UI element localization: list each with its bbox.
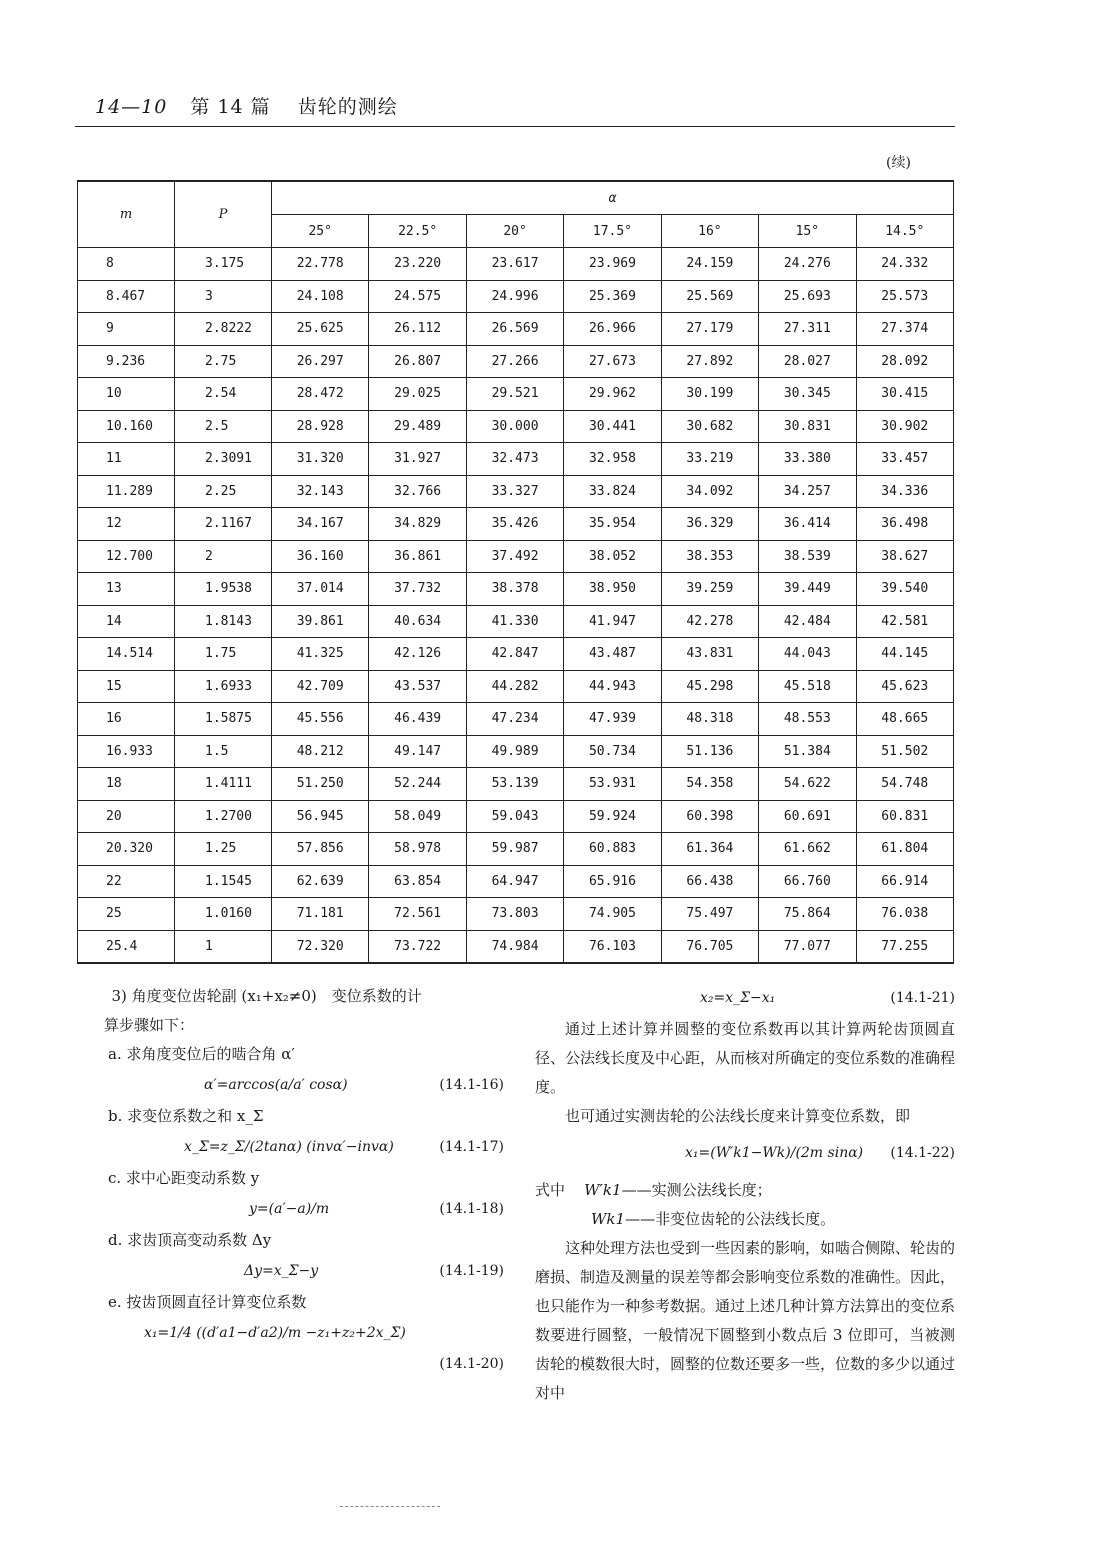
cell-value: 72.561 (369, 898, 466, 931)
table-row (78, 540, 954, 573)
cell-value: 76.103 (564, 930, 661, 963)
equation-20 (104, 1319, 504, 1348)
cell-value: 47.939 (564, 703, 661, 736)
equation-22-number: (14.1-22) (890, 1145, 955, 1161)
page-number: 14—10 (95, 96, 168, 118)
cell-value: 30.902 (856, 410, 953, 443)
cell-value: 44.282 (466, 670, 563, 703)
cell-value: 28.472 (272, 378, 369, 411)
cell-p: 1 (175, 930, 272, 963)
cell-value: 59.043 (466, 800, 563, 833)
cell-value: 26.297 (272, 345, 369, 378)
cell-value: 76.038 (856, 898, 953, 931)
cell-value: 74.984 (466, 930, 563, 963)
cell-value: 28.928 (272, 410, 369, 443)
cell-value: 48.212 (272, 735, 369, 768)
table-row (78, 930, 954, 963)
cell-value: 49.147 (369, 735, 466, 768)
cell-value: 26.569 (466, 313, 563, 346)
cell-value: 38.052 (564, 540, 661, 573)
cell-value: 25.625 (272, 313, 369, 346)
cell-value: 38.378 (466, 573, 563, 606)
cell-value: 57.856 (272, 833, 369, 866)
col-header-alpha: α (272, 181, 954, 215)
step-e: e. 按齿顶圆直径计算变位系数 (108, 1293, 307, 1311)
table-row (78, 248, 954, 281)
equation-22 (535, 1139, 955, 1168)
cell-value: 34.257 (759, 475, 856, 508)
cell-value: 61.364 (661, 833, 758, 866)
cell-value: 42.484 (759, 605, 856, 638)
cell-value: 76.705 (661, 930, 758, 963)
cell-p: 1.8143 (175, 605, 272, 638)
cell-value: 25.369 (564, 280, 661, 313)
equation-19-number: (14.1-19) (439, 1263, 504, 1279)
cell-value: 29.489 (369, 410, 466, 443)
cell-m: 9 (78, 313, 175, 346)
cell-value: 43.537 (369, 670, 466, 703)
cell-value: 39.449 (759, 573, 856, 606)
left-column (104, 982, 504, 1381)
cell-value: 32.473 (466, 443, 563, 476)
cell-value: 24.276 (759, 248, 856, 281)
angle-header: 22.5° (369, 215, 466, 248)
cell-value: 23.969 (564, 248, 661, 281)
cell-value: 51.502 (856, 735, 953, 768)
table-row (78, 865, 954, 898)
cell-value: 75.864 (759, 898, 856, 931)
cell-value: 45.556 (272, 703, 369, 736)
table-row (78, 313, 954, 346)
cell-m: 12.700 (78, 540, 175, 573)
where-label: 式中 (535, 1181, 566, 1199)
step-b: b. 求变位系数之和 x_Σ (108, 1107, 264, 1125)
continued-label: (续) (886, 155, 911, 171)
cell-value: 45.298 (661, 670, 758, 703)
cell-value: 42.847 (466, 638, 563, 671)
cell-value: 74.905 (564, 898, 661, 931)
definition-1-symbol: W′k1 (584, 1181, 622, 1199)
cell-value: 64.947 (466, 865, 563, 898)
cell-value: 49.989 (466, 735, 563, 768)
cell-value: 36.861 (369, 540, 466, 573)
cell-value: 26.112 (369, 313, 466, 346)
cell-value: 77.077 (759, 930, 856, 963)
cell-value: 41.947 (564, 605, 661, 638)
cell-value: 23.220 (369, 248, 466, 281)
cell-p: 1.6933 (175, 670, 272, 703)
cell-value: 29.025 (369, 378, 466, 411)
cell-value: 77.255 (856, 930, 953, 963)
cell-value: 39.861 (272, 605, 369, 638)
cell-value: 34.829 (369, 508, 466, 541)
cell-value: 41.330 (466, 605, 563, 638)
cell-value: 30.415 (856, 378, 953, 411)
cell-value: 30.682 (661, 410, 758, 443)
step-c: c. 求中心距变动系数 y (108, 1169, 260, 1187)
cell-value: 47.234 (466, 703, 563, 736)
cell-p: 1.75 (175, 638, 272, 671)
cell-value: 59.987 (466, 833, 563, 866)
cell-p: 3 (175, 280, 272, 313)
equation-22-formula: x₁=(W′k1−Wk)/(2m sinα) (685, 1145, 864, 1161)
cell-value: 40.634 (369, 605, 466, 638)
equation-20-formula: x₁=1/4 ((d′a1−d′a2)/m −z₁+z₂+2x_Σ) (144, 1325, 406, 1341)
cell-value: 25.693 (759, 280, 856, 313)
part-label: 第 14 篇 (190, 96, 271, 118)
cell-value: 73.803 (466, 898, 563, 931)
angle-header: 16° (661, 215, 758, 248)
cell-m: 25 (78, 898, 175, 931)
cell-value: 33.380 (759, 443, 856, 476)
col-header-p: P (175, 181, 272, 248)
cell-value: 59.924 (564, 800, 661, 833)
equation-17-formula: x_Σ=z_Σ/(2tanα) (invα′−invα) (184, 1139, 394, 1155)
definition-2-text: ——非变位齿轮的公法线长度。 (625, 1210, 836, 1228)
cell-value: 42.581 (856, 605, 953, 638)
cell-p: 2.54 (175, 378, 272, 411)
col-header-m: m (78, 181, 175, 248)
cell-p: 1.25 (175, 833, 272, 866)
cell-value: 60.398 (661, 800, 758, 833)
equation-21-formula: x₂=x_Σ−x₁ (700, 990, 776, 1006)
cell-p: 2.5 (175, 410, 272, 443)
cell-value: 37.492 (466, 540, 563, 573)
step-a: a. 求角度变位后的啮合角 α′ (108, 1045, 295, 1063)
cell-m: 8 (78, 248, 175, 281)
cell-value: 25.569 (661, 280, 758, 313)
equation-21 (535, 984, 955, 1013)
table-row (78, 475, 954, 508)
table-row (78, 573, 954, 606)
cell-m: 13 (78, 573, 175, 606)
cell-p: 3.175 (175, 248, 272, 281)
cell-value: 63.854 (369, 865, 466, 898)
definition-2-symbol: Wk1 (591, 1210, 626, 1228)
table-row (78, 508, 954, 541)
cell-value: 60.831 (856, 800, 953, 833)
cell-value: 42.709 (272, 670, 369, 703)
cell-value: 37.014 (272, 573, 369, 606)
cell-value: 44.943 (564, 670, 661, 703)
equation-17 (104, 1133, 504, 1162)
cell-m: 14 (78, 605, 175, 638)
cell-value: 29.962 (564, 378, 661, 411)
cell-value: 43.487 (564, 638, 661, 671)
cell-value: 62.639 (272, 865, 369, 898)
equation-19 (104, 1257, 504, 1286)
cell-p: 2.3091 (175, 443, 272, 476)
cell-m: 10.160 (78, 410, 175, 443)
equation-18 (104, 1195, 504, 1224)
cell-m: 8.467 (78, 280, 175, 313)
cell-m: 25.4 (78, 930, 175, 963)
cell-value: 24.108 (272, 280, 369, 313)
cell-value: 51.136 (661, 735, 758, 768)
cell-value: 43.831 (661, 638, 758, 671)
cell-m: 15 (78, 670, 175, 703)
footer-mark (340, 1506, 440, 1508)
cell-value: 42.278 (661, 605, 758, 638)
cell-value: 60.883 (564, 833, 661, 866)
cell-value: 27.673 (564, 345, 661, 378)
cell-value: 58.049 (369, 800, 466, 833)
cell-value: 27.892 (661, 345, 758, 378)
cell-p: 1.4111 (175, 768, 272, 801)
cell-value: 48.665 (856, 703, 953, 736)
cell-value: 31.320 (272, 443, 369, 476)
table-row (78, 703, 954, 736)
definition-1 (535, 1176, 955, 1205)
cell-value: 38.950 (564, 573, 661, 606)
angle-header: 17.5° (564, 215, 661, 248)
cell-value: 66.438 (661, 865, 758, 898)
cell-value: 39.259 (661, 573, 758, 606)
cell-value: 33.327 (466, 475, 563, 508)
cell-m: 11 (78, 443, 175, 476)
cell-value: 30.831 (759, 410, 856, 443)
equation-18-formula: y=(a′−a)/m (249, 1201, 330, 1217)
paragraph-1: 通过上述计算并圆整的变位系数再以其计算两轮齿顶圆直径、公法线长度及中心距，从而核对所确定的变位系数的准确程度。 (535, 1020, 956, 1096)
cell-value: 30.000 (466, 410, 563, 443)
equation-16-number: (14.1-16) (439, 1077, 504, 1093)
table-row (78, 378, 954, 411)
page-header (95, 92, 398, 119)
section-heading-cont: 算步骤如下： (104, 1016, 195, 1034)
cell-value: 71.181 (272, 898, 369, 931)
cell-value: 23.617 (466, 248, 563, 281)
cell-value: 46.439 (369, 703, 466, 736)
cell-value: 58.978 (369, 833, 466, 866)
cell-m: 20 (78, 800, 175, 833)
cell-m: 9.236 (78, 345, 175, 378)
cell-p: 1.1545 (175, 865, 272, 898)
cell-m: 14.514 (78, 638, 175, 671)
cell-m: 16 (78, 703, 175, 736)
cell-p: 2.75 (175, 345, 272, 378)
cell-value: 38.353 (661, 540, 758, 573)
cell-p: 2.25 (175, 475, 272, 508)
cell-value: 61.662 (759, 833, 856, 866)
data-table (77, 180, 954, 964)
angle-header: 14.5° (856, 215, 953, 248)
cell-value: 36.414 (759, 508, 856, 541)
cell-value: 31.927 (369, 443, 466, 476)
cell-value: 66.914 (856, 865, 953, 898)
equation-19-formula: Δy=x_Σ−y (244, 1263, 319, 1279)
cell-value: 30.199 (661, 378, 758, 411)
cell-value: 32.143 (272, 475, 369, 508)
cell-value: 26.807 (369, 345, 466, 378)
cell-value: 22.778 (272, 248, 369, 281)
table-row (78, 768, 954, 801)
equation-17-number: (14.1-17) (439, 1139, 504, 1155)
cell-p: 1.9538 (175, 573, 272, 606)
cell-value: 52.244 (369, 768, 466, 801)
cell-value: 48.553 (759, 703, 856, 736)
cell-value: 33.457 (856, 443, 953, 476)
cell-value: 27.266 (466, 345, 563, 378)
cell-p: 1.5875 (175, 703, 272, 736)
cell-value: 26.966 (564, 313, 661, 346)
table-row (78, 280, 954, 313)
cell-value: 35.426 (466, 508, 563, 541)
equation-16 (104, 1071, 504, 1100)
cell-value: 75.497 (661, 898, 758, 931)
definition-1-text: ——实测公法线长度； (621, 1181, 772, 1199)
table-row (78, 898, 954, 931)
cell-value: 34.336 (856, 475, 953, 508)
equation-20-number: (14.1-20) (439, 1356, 504, 1372)
cell-value: 48.318 (661, 703, 758, 736)
cell-p: 2.8222 (175, 313, 272, 346)
cell-m: 12 (78, 508, 175, 541)
cell-value: 42.126 (369, 638, 466, 671)
cell-value: 32.958 (564, 443, 661, 476)
cell-value: 44.043 (759, 638, 856, 671)
cell-value: 33.824 (564, 475, 661, 508)
cell-value: 54.358 (661, 768, 758, 801)
cell-value: 54.622 (759, 768, 856, 801)
table-row (78, 605, 954, 638)
table-row (78, 800, 954, 833)
cell-value: 30.441 (564, 410, 661, 443)
cell-p: 1.5 (175, 735, 272, 768)
cell-value: 65.916 (564, 865, 661, 898)
cell-value: 29.521 (466, 378, 563, 411)
table-row (78, 443, 954, 476)
cell-value: 24.996 (466, 280, 563, 313)
cell-value: 73.722 (369, 930, 466, 963)
definition-2 (535, 1205, 955, 1234)
cell-value: 28.027 (759, 345, 856, 378)
cell-value: 53.139 (466, 768, 563, 801)
cell-value: 53.931 (564, 768, 661, 801)
cell-m: 20.320 (78, 833, 175, 866)
cell-value: 27.374 (856, 313, 953, 346)
paragraph-3: 这种处理方法也受到一些因素的影响，如啮合侧隙、轮齿的磨损、制造及测量的误差等都会影响变位系数的准确性。因此，也只能作为一种参考数据。通过上述几种计算方法算出的变位系数要进行圆整，一般情况下圆整到小数点后 3 位即可，当被测齿轮的模数很大时，圆整的位数还要多一些，位数的多少以通过对中 (535, 1239, 956, 1402)
cell-value: 36.329 (661, 508, 758, 541)
cell-m: 18 (78, 768, 175, 801)
cell-value: 28.092 (856, 345, 953, 378)
step-d: d. 求齿顶高变动系数 Δy (108, 1231, 272, 1249)
cell-m: 10 (78, 378, 175, 411)
table-row (78, 735, 954, 768)
angle-header: 15° (759, 215, 856, 248)
cell-value: 45.518 (759, 670, 856, 703)
table-row (78, 670, 954, 703)
cell-value: 36.498 (856, 508, 953, 541)
cell-value: 30.345 (759, 378, 856, 411)
cell-p: 2.1167 (175, 508, 272, 541)
cell-value: 41.325 (272, 638, 369, 671)
cell-value: 60.691 (759, 800, 856, 833)
equation-16-formula: α′=arccos(a/a′ cosα) (204, 1077, 348, 1093)
equation-21-number: (14.1-21) (890, 990, 955, 1006)
cell-value: 34.167 (272, 508, 369, 541)
cell-m: 22 (78, 865, 175, 898)
cell-m: 16.933 (78, 735, 175, 768)
cell-value: 51.250 (272, 768, 369, 801)
table-body (78, 248, 954, 964)
cell-value: 24.332 (856, 248, 953, 281)
right-column (535, 982, 955, 1408)
cell-m: 11.289 (78, 475, 175, 508)
table-row (78, 345, 954, 378)
cell-value: 39.540 (856, 573, 953, 606)
cell-value: 66.760 (759, 865, 856, 898)
table-row (78, 410, 954, 443)
paragraph-2: 也可通过实测齿轮的公法线长度来计算变位系数，即 (565, 1107, 911, 1125)
cell-p: 2 (175, 540, 272, 573)
table-row (78, 638, 954, 671)
cell-value: 38.539 (759, 540, 856, 573)
cell-p: 1.0160 (175, 898, 272, 931)
section-heading: 3) 角度变位齿轮副 (x₁+x₂≠0) 变位系数的计 (111, 987, 422, 1005)
cell-value: 34.092 (661, 475, 758, 508)
cell-value: 32.766 (369, 475, 466, 508)
angle-header: 20° (466, 215, 563, 248)
cell-value: 72.320 (272, 930, 369, 963)
cell-value: 24.575 (369, 280, 466, 313)
cell-value: 35.954 (564, 508, 661, 541)
table-row (78, 833, 954, 866)
cell-value: 33.219 (661, 443, 758, 476)
header-rule (75, 126, 955, 127)
cell-p: 1.2700 (175, 800, 272, 833)
cell-value: 38.627 (856, 540, 953, 573)
equation-18-number: (14.1-18) (439, 1201, 504, 1217)
cell-value: 25.573 (856, 280, 953, 313)
equation-20-number-row (104, 1350, 504, 1379)
cell-value: 27.179 (661, 313, 758, 346)
cell-value: 37.732 (369, 573, 466, 606)
angle-header: 25° (272, 215, 369, 248)
cell-value: 50.734 (564, 735, 661, 768)
cell-value: 61.804 (856, 833, 953, 866)
cell-value: 45.623 (856, 670, 953, 703)
cell-value: 44.145 (856, 638, 953, 671)
chapter-title: 齿轮的测绘 (297, 96, 398, 118)
cell-value: 24.159 (661, 248, 758, 281)
cell-value: 51.384 (759, 735, 856, 768)
cell-value: 56.945 (272, 800, 369, 833)
cell-value: 27.311 (759, 313, 856, 346)
cell-value: 36.160 (272, 540, 369, 573)
cell-value: 54.748 (856, 768, 953, 801)
